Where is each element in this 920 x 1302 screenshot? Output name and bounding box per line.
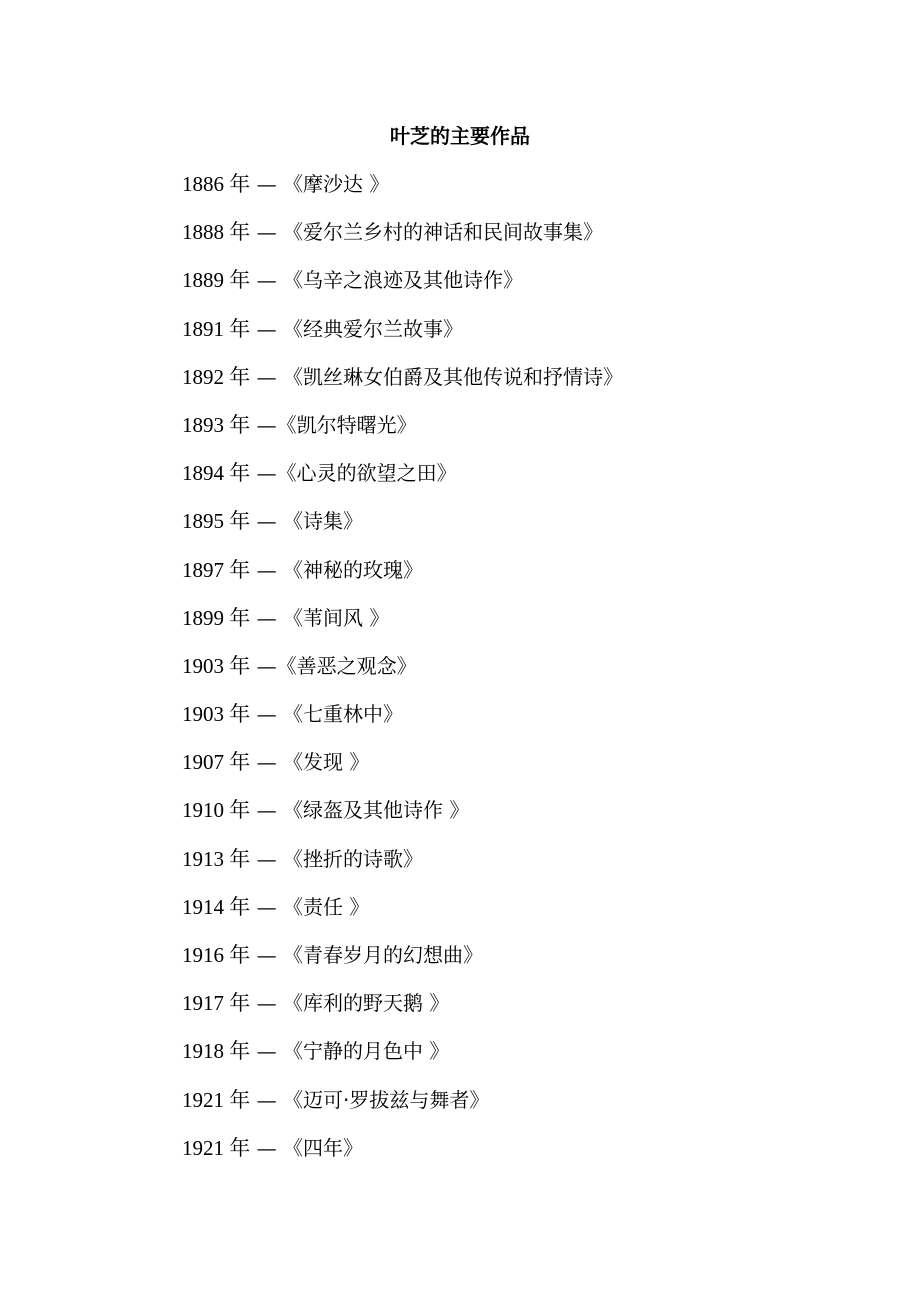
work-separator: —	[250, 412, 277, 437]
list-item	[182, 843, 623, 891]
work-year: 1899 年	[182, 605, 251, 630]
work-title: 《凯尔特曙光》	[276, 412, 417, 437]
list-item	[182, 1132, 623, 1180]
work-separator: —	[250, 943, 283, 967]
work-title: 《挫折的诗歌》	[282, 846, 423, 871]
work-title: 《神秘的玫瑰》	[282, 557, 423, 582]
work-title: 《善恶之观念》	[276, 653, 417, 678]
work-separator: —	[250, 172, 283, 196]
work-separator: —	[250, 1039, 283, 1064]
work-title: 《苇间风 》	[282, 605, 390, 630]
work-year: 1903 年	[182, 653, 251, 678]
work-title: 《心灵的欲望之田》	[276, 461, 457, 486]
work-title: 《凯丝琳女伯爵及其他传说和抒情诗》	[282, 364, 623, 389]
list-item	[182, 891, 623, 939]
work-title: 《青春岁月的幻想曲》	[282, 943, 483, 967]
work-year: 1891 年	[182, 316, 251, 341]
work-year: 1886 年	[182, 172, 251, 196]
work-separator: —	[250, 461, 277, 486]
list-item	[182, 746, 623, 794]
list-item	[182, 602, 623, 650]
list-item	[182, 457, 623, 505]
work-year: 1921 年	[182, 1135, 251, 1160]
work-separator: —	[250, 316, 283, 341]
work-year: 1921 年	[182, 1087, 251, 1112]
work-year: 1910 年	[182, 798, 251, 823]
work-separator: —	[250, 557, 283, 582]
work-year: 1897 年	[182, 557, 251, 582]
list-item	[182, 554, 623, 602]
list-item	[182, 698, 623, 746]
work-title: 《责任 》	[282, 894, 370, 919]
work-title: 《乌辛之浪迹及其他诗作》	[282, 268, 523, 293]
list-item	[182, 1084, 623, 1132]
work-separator: —	[250, 220, 283, 245]
work-separator: —	[250, 846, 283, 871]
page-title: 叶芝的主要作品	[390, 124, 530, 148]
work-title: 《爱尔兰乡村的神话和民间故事集》	[282, 220, 603, 245]
work-title: 《诗集》	[282, 509, 363, 534]
work-separator: —	[250, 653, 277, 678]
work-title: 《经典爱尔兰故事》	[282, 316, 463, 341]
list-item	[182, 987, 623, 1035]
work-separator: —	[250, 991, 283, 1016]
work-title: 《发现 》	[282, 750, 370, 775]
list-item	[182, 939, 623, 987]
list-item	[182, 168, 623, 216]
list-item	[182, 409, 623, 457]
works-list	[182, 168, 623, 1180]
work-year: 1903 年	[182, 702, 251, 727]
work-title: 《绿盔及其他诗作 》	[282, 798, 470, 823]
work-separator: —	[250, 1135, 283, 1160]
work-year: 1907 年	[182, 750, 251, 775]
list-item	[182, 650, 623, 698]
list-item	[182, 1035, 623, 1083]
work-separator: —	[250, 798, 283, 823]
work-separator: —	[250, 605, 283, 630]
work-year: 1918 年	[182, 1039, 251, 1064]
list-item	[182, 313, 623, 361]
work-title: 《七重林中》	[282, 702, 403, 727]
work-title: 《宁静的月色中 》	[282, 1039, 450, 1064]
list-item	[182, 216, 623, 264]
work-year: 1917 年	[182, 991, 251, 1016]
work-title: 《摩沙达 》	[282, 172, 390, 196]
work-year: 1914 年	[182, 894, 251, 919]
work-year: 1893 年	[182, 412, 251, 437]
list-item	[182, 264, 623, 312]
work-title: 《四年》	[282, 1135, 363, 1160]
work-separator: —	[250, 750, 283, 775]
list-item	[182, 505, 623, 553]
work-title: 《库利的野天鹅 》	[282, 991, 450, 1016]
work-year: 1892 年	[182, 364, 251, 389]
work-year: 1894 年	[182, 461, 251, 486]
work-separator: —	[250, 268, 283, 293]
work-separator: —	[250, 1087, 283, 1112]
work-separator: —	[250, 894, 283, 919]
work-separator: —	[250, 509, 283, 534]
work-year: 1888 年	[182, 220, 251, 245]
work-separator: —	[250, 702, 283, 727]
work-year: 1889 年	[182, 268, 251, 293]
work-year: 1895 年	[182, 509, 251, 534]
work-year: 1913 年	[182, 846, 251, 871]
list-item	[182, 361, 623, 409]
work-separator: —	[250, 364, 283, 389]
work-title: 《迈可·罗拔兹与舞者》	[282, 1087, 490, 1112]
work-year: 1916 年	[182, 943, 251, 967]
list-item	[182, 794, 623, 842]
